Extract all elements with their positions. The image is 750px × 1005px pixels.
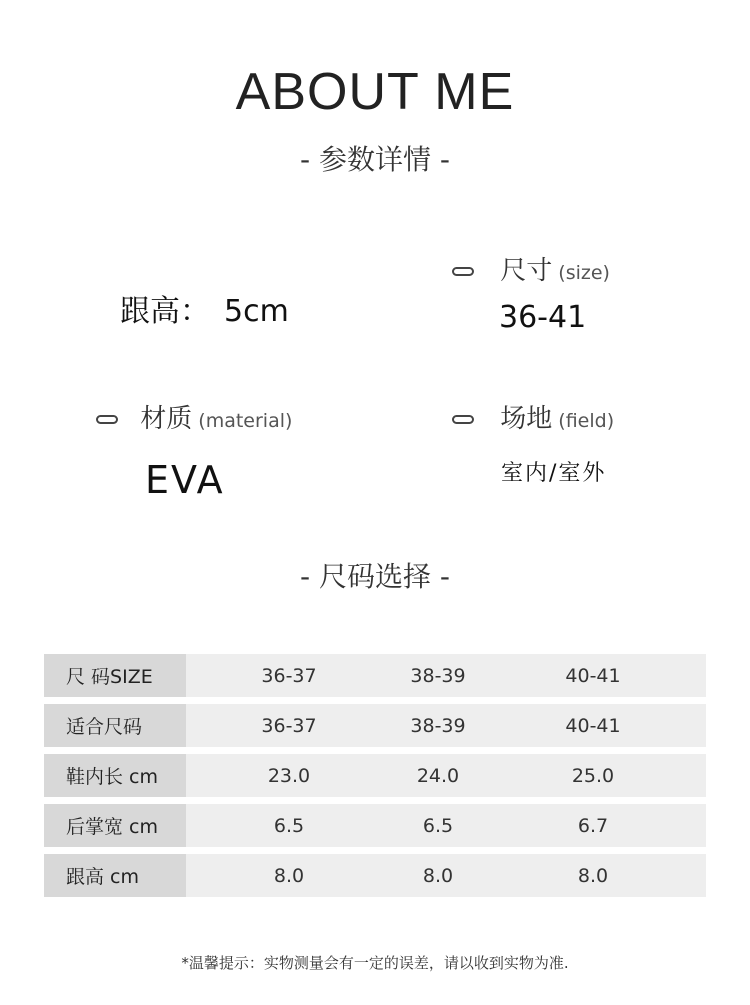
table-cell: 6.7 bbox=[577, 814, 609, 837]
table-cell: 25.0 bbox=[571, 764, 615, 787]
field-value: 室内/室外 bbox=[501, 461, 607, 486]
table-row bbox=[44, 854, 706, 897]
table-cell: 40-41 bbox=[565, 664, 621, 687]
table-row bbox=[44, 704, 706, 747]
table-cell: 8.0 bbox=[577, 864, 609, 887]
field-heading bbox=[452, 398, 614, 435]
table-row bbox=[44, 654, 706, 697]
row-header: 跟高 cm bbox=[44, 854, 186, 897]
material-label: 材质 bbox=[140, 404, 193, 434]
table-cell: 38-39 bbox=[410, 714, 466, 737]
footer-note: *温馨提示：实物测量会有一定的误差，请以收到实物为准. bbox=[181, 954, 569, 972]
table-cell: 23.0 bbox=[267, 764, 311, 787]
page-subtitle: - 参数详情 - bbox=[299, 143, 450, 176]
heel-label: 跟高： bbox=[120, 294, 210, 329]
row-header: 后掌宽 cm bbox=[44, 804, 186, 847]
row-header: 鞋内长 cm bbox=[44, 754, 186, 797]
table-row bbox=[44, 804, 706, 847]
size-label-en: (size) bbox=[558, 262, 610, 284]
table-cell: 8.0 bbox=[422, 864, 454, 887]
table-cell: 36-37 bbox=[261, 664, 317, 687]
pill-bullet-icon bbox=[452, 415, 474, 424]
material-value: EVA bbox=[145, 458, 225, 502]
table-cell: 24.0 bbox=[416, 764, 460, 787]
size-heading bbox=[452, 250, 610, 287]
table-cell: 6.5 bbox=[273, 814, 305, 837]
field-label: 场地 bbox=[500, 404, 553, 434]
page-title: ABOUT ME bbox=[235, 63, 515, 121]
heel-value: 5cm bbox=[224, 294, 289, 329]
table-cell: 8.0 bbox=[273, 864, 305, 887]
table-cell: 6.5 bbox=[422, 814, 454, 837]
field-label-en: (field) bbox=[558, 410, 615, 432]
table-cell: 40-41 bbox=[565, 714, 621, 737]
row-header: 尺 码SIZE bbox=[44, 654, 186, 697]
size-label: 尺寸 bbox=[500, 256, 553, 286]
material-heading bbox=[96, 398, 292, 435]
table-cell: 38-39 bbox=[410, 664, 466, 687]
pill-bullet-icon bbox=[452, 267, 474, 276]
row-header: 适合尺码 bbox=[44, 704, 186, 747]
table-row bbox=[44, 754, 706, 797]
heel-spec bbox=[120, 286, 289, 330]
table-cell: 36-37 bbox=[261, 714, 317, 737]
pill-bullet-icon bbox=[96, 415, 118, 424]
size-table bbox=[44, 654, 706, 904]
size-section-title: - 尺码选择 - bbox=[299, 560, 450, 593]
size-value: 36-41 bbox=[499, 300, 587, 335]
material-label-en: (material) bbox=[198, 410, 293, 432]
